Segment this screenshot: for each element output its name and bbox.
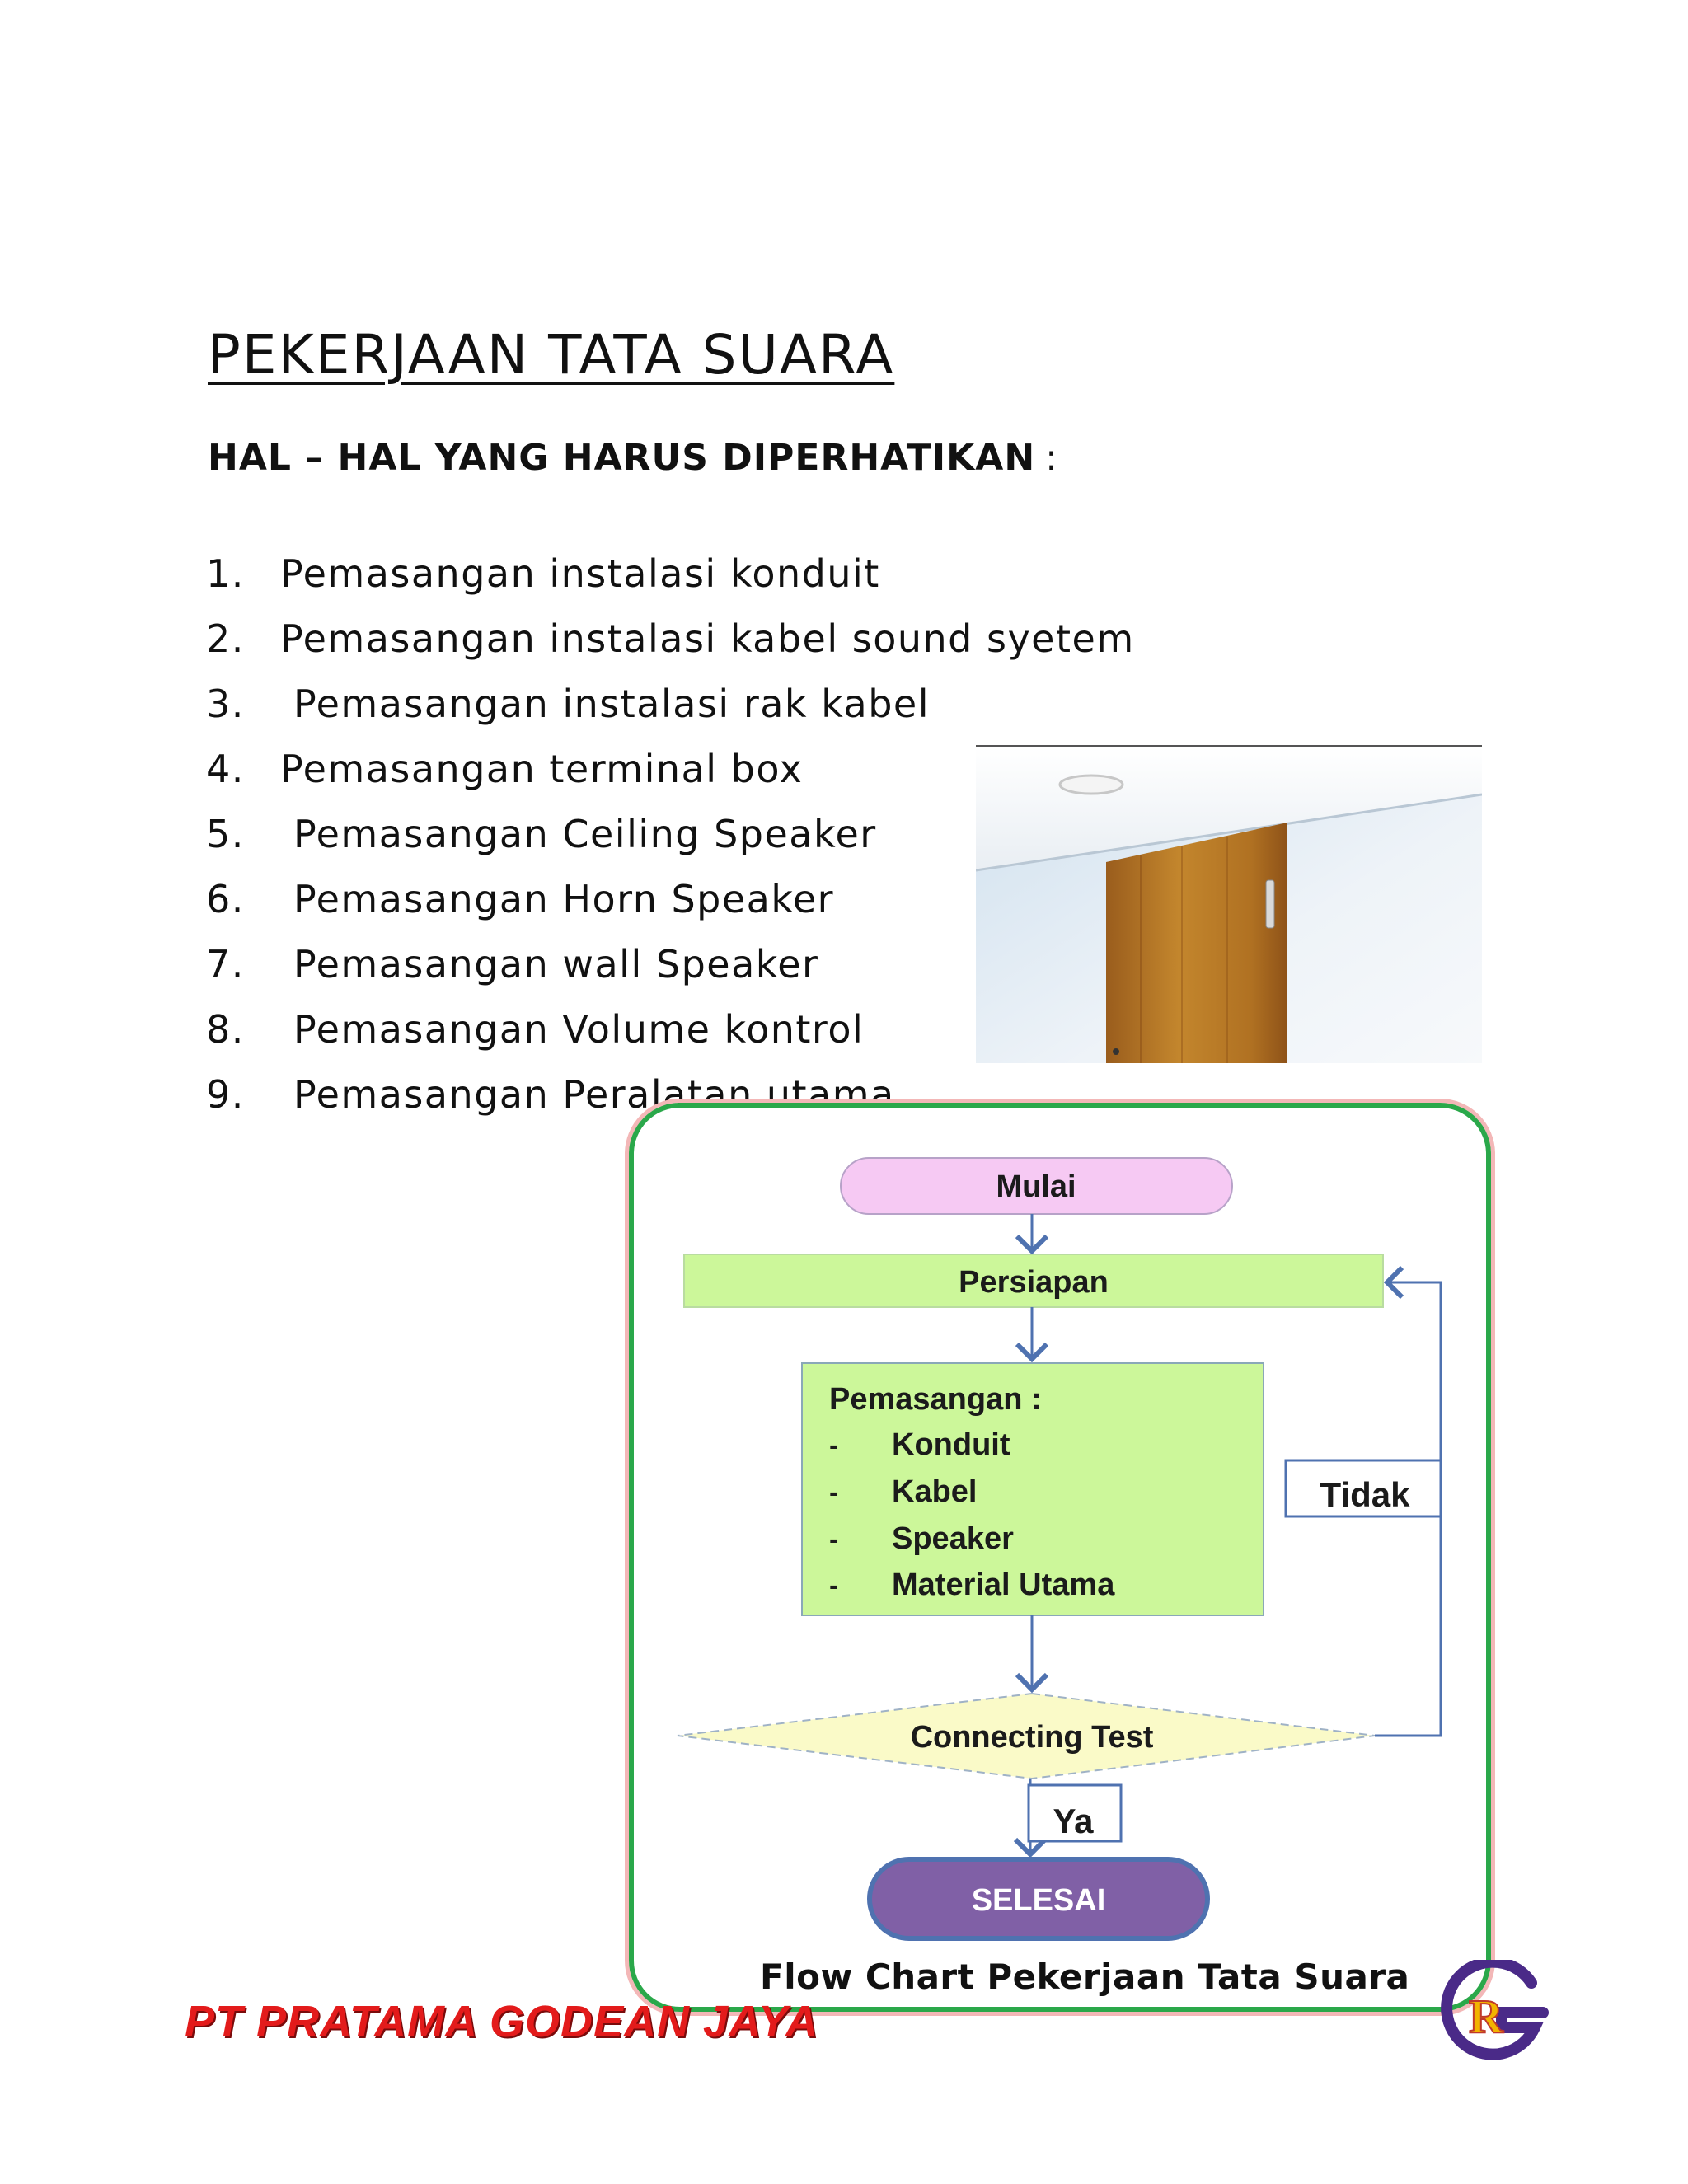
list-item-text: Pemasangan Horn Speaker bbox=[293, 876, 835, 921]
page-title: PEKERJAAN TATA SUARA bbox=[208, 323, 895, 387]
company-logo-icon bbox=[1434, 1960, 1550, 2067]
list-item-number: 8. bbox=[206, 1006, 245, 1052]
list-item-text: Pemasangan instalasi kabel sound syetem bbox=[280, 616, 1135, 661]
list-item-number: 1. bbox=[206, 551, 245, 596]
install-item: Material Utama bbox=[892, 1568, 1115, 1602]
list-item-text: Pemasangan Peralatan utama bbox=[293, 1071, 895, 1117]
install-bullet: - bbox=[829, 1477, 839, 1508]
install-bullet: - bbox=[829, 1570, 839, 1601]
list-item-number: 3. bbox=[206, 681, 245, 726]
list-item-number: 9. bbox=[206, 1071, 245, 1117]
list-item-text: Pemasangan instalasi rak kabel bbox=[293, 681, 930, 726]
subtitle-colon: : bbox=[1045, 437, 1058, 479]
install-item: Speaker bbox=[892, 1521, 1014, 1556]
no-label: Tidak bbox=[1320, 1475, 1410, 1514]
yes-label: Ya bbox=[1053, 1802, 1094, 1840]
figure-caption: Flow Chart Pekerjaan Tata Suara bbox=[760, 1957, 1410, 1997]
logo-letter-r: R bbox=[1469, 1990, 1503, 2043]
list-item-number: 4. bbox=[206, 746, 245, 791]
subtitle-text: HAL – HAL YANG HARUS DIPERHATIKAN bbox=[208, 437, 1036, 479]
start-label: Mulai bbox=[996, 1169, 1076, 1204]
decision-label: Connecting Test bbox=[910, 1720, 1154, 1755]
end-label: SELESAI bbox=[971, 1883, 1106, 1918]
list-item-text: Pemasangan Ceiling Speaker bbox=[293, 811, 877, 856]
company-name: PT PRATAMA GODEAN JAYA bbox=[185, 1997, 819, 2046]
install-bullet: - bbox=[829, 1524, 839, 1555]
install-item: Kabel bbox=[892, 1474, 978, 1509]
prep-label: Persiapan bbox=[959, 1265, 1109, 1300]
list-item-number: 5. bbox=[206, 811, 245, 856]
list-item-text: Pemasangan terminal box bbox=[280, 746, 804, 791]
install-item: Konduit bbox=[892, 1427, 1010, 1462]
list-item-number: 7. bbox=[206, 941, 245, 987]
list-item-text: Pemasangan Volume kontrol bbox=[293, 1006, 865, 1052]
list-item-text: Pemasangan instalasi konduit bbox=[280, 551, 880, 596]
install-bullet: - bbox=[829, 1430, 839, 1461]
list-item-number: 2. bbox=[206, 616, 245, 661]
install-heading: Pemasangan : bbox=[829, 1382, 1042, 1417]
list-item-text: Pemasangan wall Speaker bbox=[293, 941, 819, 987]
list-item-number: 6. bbox=[206, 876, 245, 921]
